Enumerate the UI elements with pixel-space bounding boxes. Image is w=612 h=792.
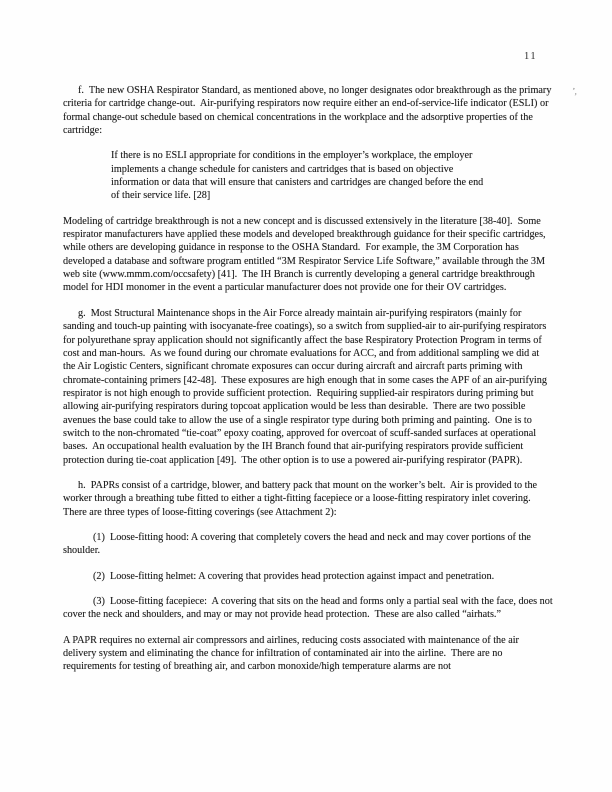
paragraph-f-osha-standard: f. The new OSHA Respirator Standard, as mentioned above, no longer designates odor breakthrough as the primary criteria for cartridge change-out. Air-purifying respirators now require either an end-of-service-life indicator (ESLI) or formal change-out schedule based on chemical concentrations in the workplace and the adsorptive properties of the cartridge:	[63, 85, 554, 137]
blockquote-esli-regulation: If there is no ESLI appropriate for conditions in the employer’s workplace, the employer implements a change schedule for canisters and cartridges that is based on objective information or data that will ensure that canisters and cartridges are changed before the end of their service life. [28]	[111, 150, 486, 202]
page-number: 11	[524, 51, 538, 62]
scan-artifact-mark: ’,	[571, 85, 578, 97]
paragraph-g-structural-maintenance: g. Most Structural Maintenance shops in the Air Force already maintain air-purifying respirators (mainly for sanding and touch-up painting with isocyanate-free coatings), so a switch from supplied-air to air-purifying respirators for polyurethane spray application should not significantly affect the base Respiratory Protection Program in terms of cost and man-hours. As we found during our chromate evaluations for ACC, and from additional sampling we did at the Air Logistic Centers, significant chromate exposures can occur during aircraft and aircraft parts priming with chromate-containing primers [42-48]. These exposures are high enough that in some cases the APF of an air-purifying respirator is not high enough to provide sufficient protection. Requiring supplied-air respirators during priming but allowing air-purifying respirators during topcoat application would be less than desirable. There are two possible avenues the base could take to allow the use of a single respirator type during both priming and painting. One is to switch to the non-chromated “tie-coat” epoxy coating, approved for overcoat of scuff-sanded surfaces at operational bases. An occupational health evaluation by the IH Branch found that air-purifying respirators provide sufficient protection during tie-coat application [49]. The other option is to use a powered air-purifying respirator (PAPR).	[63, 307, 550, 466]
paragraph-h-paprs: h. PAPRs consist of a cartridge, blower, and battery pack that mount on the worker’s belt. Air is provided to the worker through a breathing tube fitted to either a tight-fitting facepiece or a loose-fitting respiratory inlet covering. There are three types of loose-fitting coverings (see Attachment 2):	[63, 479, 540, 518]
list-item-loose-fitting-facepiece: (3) Loose-fitting facepiece: A covering that sits on the head and forms only a partial seal with the face, does not cover the neck and shoulders, and may or may not provide head protection. These are also called “airhats.”	[63, 596, 556, 621]
list-item-loose-fitting-hood: (1) Loose-fitting hood: A covering that completely covers the head and neck and may cover portions of the shoulder.	[63, 531, 534, 557]
paragraph-papr-benefits: A PAPR requires no external air compressors and airlines, reducing costs associated with maintenance of the air delivery system and eliminating the chance for infiltration of contaminated air into the airline. There are no requirements for testing of breathing air, and carbon monoxide/high temperature alarms are not	[63, 634, 522, 673]
page-content	[63, 84, 554, 686]
paragraph-cartridge-modeling: Modeling of cartridge breakthrough is not a new concept and is discussed extensively in the literature [38-40]. Some respirator manufacturers have applied these models and developed breakthrough guidance for their specific cartridges, while others are developing guidance in response to the OSHA Standard. For example, the 3M Corporation has developed a database and software program entitled “3M Respirator Service Life Software,” available through the 3M web site (www.mmm.com/occsafety) [41]. The IH Branch is currently developing a general cartridge breakthrough model for HDI monomer in the event a particular manufacturer does not provide one for their OV cartridges.	[63, 215, 549, 294]
list-item-loose-fitting-helmet: (2) Loose-fitting helmet: A covering that provides head protection against impact and penetration.	[93, 570, 495, 582]
